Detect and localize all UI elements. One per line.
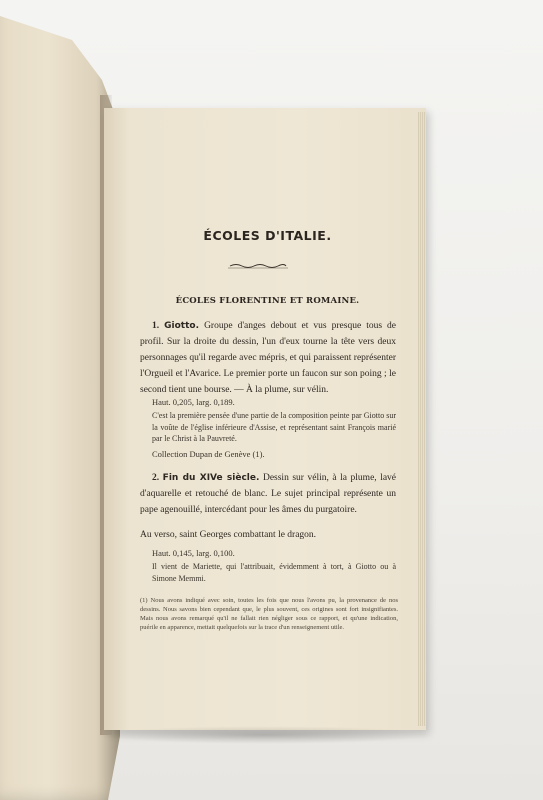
entry-2-number: 2.	[152, 473, 160, 483]
section-heading: ÉCOLES FLORENTINE ET ROMAINE.	[175, 296, 360, 306]
book-shadow	[95, 726, 435, 744]
entry-1-collection: Collection Dupan de Genève (1).	[152, 449, 265, 459]
entry-1-text: Groupe d'anges debout et vus presque tous de profil. Sur la droite du dessin, l'un d'eux tourne la tête vers deux personnages qu'il regarde avec mépris, et qui paraissent représenter l'Orgueil et l'Avarice. Le premier porte un faucon sur son poing ; le second tient une bourse. — À la plume, sur vélin.	[140, 321, 397, 395]
entry-1-note: C'est la première pensée d'une partie de la composition peinte par Giotto sur la voûte de l'église inférieure d'Assise, et représentant saint François marié par le Christ à la Pauvreté.	[152, 411, 396, 443]
entry-1-artist: Giotto.	[164, 321, 200, 331]
page-title: ÉCOLES D'ITALIE.	[203, 228, 332, 243]
entry-2-note: Il vient de Mariette, qui l'attribuait, évidemment à tort, à Giotto ou à Simone Memmi.	[152, 562, 396, 583]
entry-2-description	[140, 470, 396, 518]
title-ornament-rule	[228, 262, 288, 270]
entry-2-dimensions: Haut. 0,145, larg. 0,100.	[152, 548, 235, 558]
page-edges	[418, 112, 426, 726]
entry-2-period: Fin du XIVe siècle.	[162, 473, 260, 483]
entry-1-number: 1.	[152, 321, 160, 331]
entry-1-dimensions: Haut. 0,205, larg. 0,189.	[152, 397, 235, 407]
entry-1-description	[140, 318, 396, 398]
footnote: (1) Nous avons indiqué avec soin, toutes les fois que nous l'avons pu, la provenance de nos dessins. Nous savons bien cependant que, le plus souvent, ces origines sont fort insignifiantes. Mais nous avons remarqué qu'il ne fallait rien négliger sous ce rapport, et qu'une indication, puérile en apparence, mettait quelquefois sur la trace d'un renseignement utile.	[140, 597, 398, 631]
entry-2-text: Dessin sur vélin, à la plume, lavé d'aquarelle et retouché de blanc. Le sujet principal représente un pape agenouillé, intercédant pour les âmes du purgatoire.	[140, 473, 397, 515]
entry-2-verso: Au verso, saint Georges combattant le dragon.	[140, 530, 317, 540]
